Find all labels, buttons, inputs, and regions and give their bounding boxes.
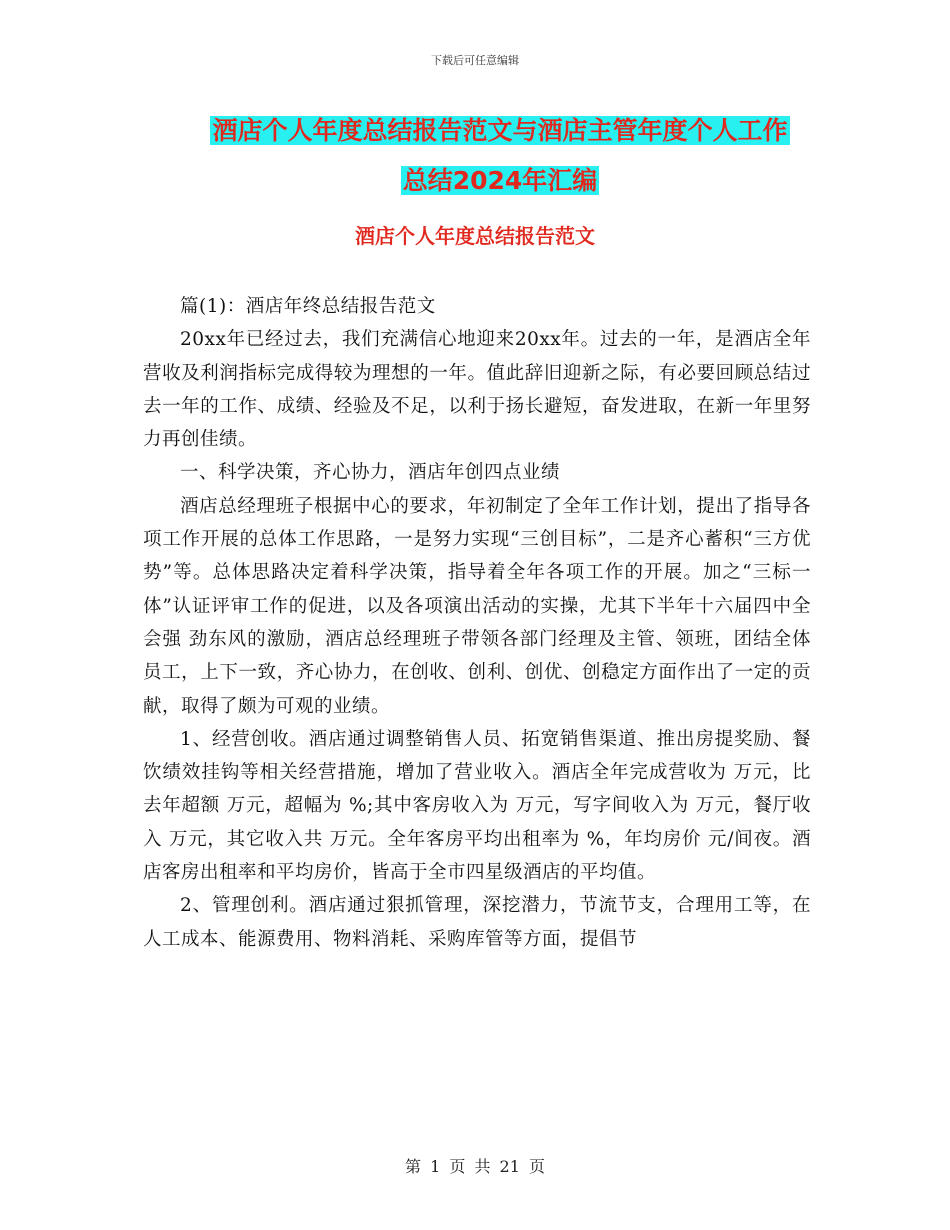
paragraph: 篇(1)：酒店年终总结报告范文 <box>180 296 436 317</box>
title-line-2: 总结2024年汇编 <box>402 166 598 195</box>
paragraph: 1、经营创收。酒店通过调整销售人员、拓宽销售渠道、推出房提奖励、餐饮绩效挂钩等相关经营措施，增加了营业收入。酒店全年完成营收为 万元，比去年超额 万元，超幅为 %;其中客房收入为 万元，写字间收入为 万元，餐厅收入 万元，其它收入共 万元。全年客房平均出租率为 %，年均房价 元/间夜。酒店客房出租率和平均房价，皆高于全市四星级酒店的平均值。 <box>143 728 811 884</box>
paragraph: 酒店总经理班子根据中心的要求，年初制定了全年工作计划，提出了指导各项工作开展的总体工作思路，一是努力实现“三创目标”，二是齐心蓄积“三方优势”等。总体思路决定着科学决策，指导着全年各项工作的开展。加之“三标一体”认证评审工作的促进，以及各项演出活动的实操，尤其下半年十六届四中全会强 劲东风的激励，酒店总经理班子带领各部门经理及主管、领班，团结全体员工，上下一致，齐心协力，在创收、创利、创优、创稳定方面作出了一定的贡献，取得了颇为可观的业绩。 <box>143 495 811 717</box>
section-title: 酒店个人年度总结报告范文 <box>355 224 595 248</box>
title-line-1: 酒店个人年度总结报告范文与酒店主管年度个人工作 <box>212 116 788 145</box>
body-text <box>143 290 811 956</box>
paragraph: 一、科学决策，齐心协力，酒店年创四点业绩 <box>180 462 561 484</box>
page-footer: 第 1 页 共 21 页 <box>405 1157 545 1176</box>
header-note: 下载后可任意编辑 <box>431 54 519 67</box>
paragraph: 2、管理创利。酒店通过狠抓管理，深挖潜力，节流节支，合理用工等，在人工成本、能源费用、物料消耗、采购库管等方面，提倡节 <box>143 895 811 950</box>
document-title <box>120 106 880 206</box>
paragraph: 20xx年已经过去，我们充满信心地迎来20xx年。过去的一年，是酒店全年营收及利润指标完成得较为理想的一年。值此辞旧迎新之际，有必要回顾总结过去一年的工作、成绩、经验及不足，以利于扬长避短，奋发进取，在新一年里努力再创佳绩。 <box>143 329 811 451</box>
